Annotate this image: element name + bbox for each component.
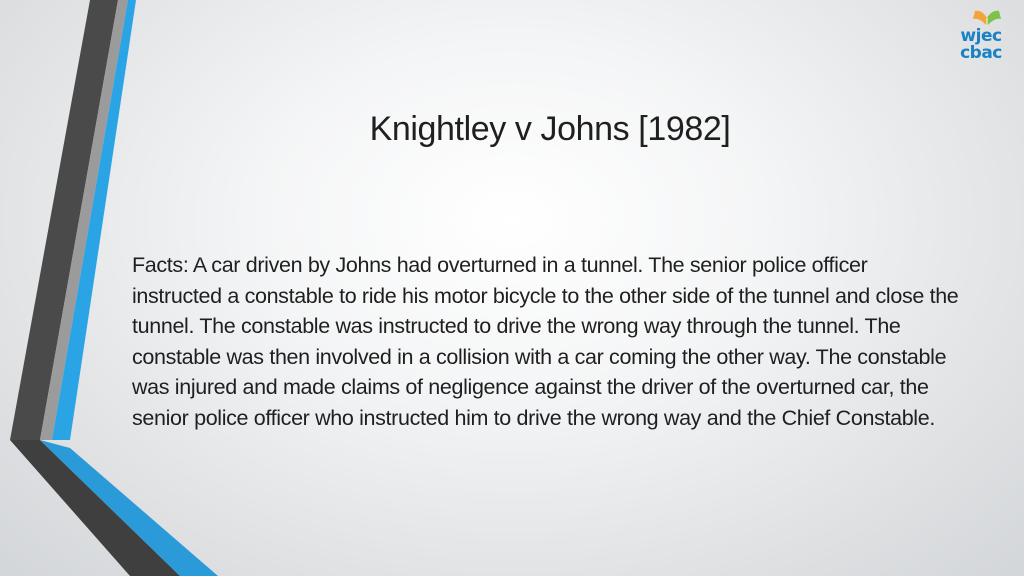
logo-text-wjec: wjec xyxy=(960,26,1002,46)
wjec-cbac-logo xyxy=(950,8,1010,64)
facts-paragraph: Facts: A car driven by Johns had overturned in a tunnel. The senior police officer instructed a constable to ride his motor bicycle to the other side of the tunnel and close the tunnel. The constable was instructed to drive the wrong way through the tunnel. The constable was then involved in a collision with a car coming the other way. The constable was injured and made claims of negligence against the driver of the overturned car, the senior police officer who instructed him to drive the wrong way and the Chief Constable. xyxy=(132,253,959,430)
slide-title: Knightley v Johns [1982] xyxy=(369,110,731,148)
logo-text-cbac: cbac xyxy=(960,43,1002,63)
open-book-icon xyxy=(972,8,1002,28)
